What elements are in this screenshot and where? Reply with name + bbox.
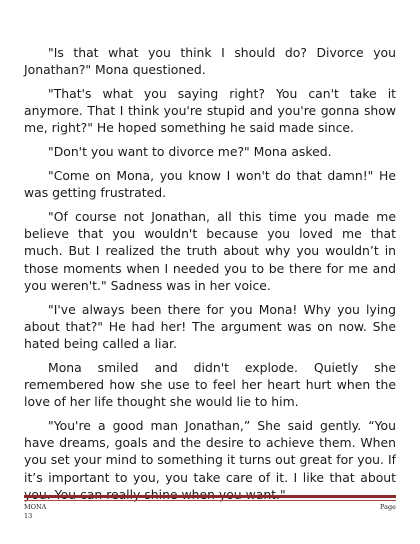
paragraph: "You're a good man Jonathan,” She said gently. “You have dreams, goals and the desire to achieve them. When you set your mind to something it turns out great for you. If it’s important to you, you take care of it. I like that about	[24, 418, 396, 485]
paragraph: "Come on Mona, you know I won't do that damn!" He was getting frustrated.	[24, 168, 396, 201]
footer-left	[24, 503, 46, 521]
paragraph: "Is that what you think I should do? Divorce you Jonathan?" Mona questioned.	[24, 45, 396, 78]
footer-page-label: Page	[380, 503, 396, 511]
footer-title: MONA	[24, 503, 47, 511]
paragraph: Mona smiled and didn't explode. Quietly she remembered how she use to feel her heart hurt when the love of her life thought she would lie to him.	[24, 359, 396, 410]
paragraph: "Don't you want to divorce me?" Mona asked.	[48, 144, 332, 160]
paragraph: "I've always been there for you Mona! Why you lying about that?" He had her! The argument was on now. She hated being called a liar.	[24, 301, 396, 352]
paragraph: "That's what you saying right? You can't take it anymore. That I think you're stupid and you're gonna show me, right?" He hoped something he said made since.	[24, 86, 396, 136]
body-text	[24, 44, 396, 510]
footer-divider-thin	[24, 500, 396, 501]
page-number: 13	[24, 512, 33, 520]
footer-divider-thick	[24, 495, 396, 498]
paragraph: "Of course not Jonathan, all this time you made me believe that you wouldn't because you loved me that much. But I realized the truth about why you wouldn’t in those moments when I needed you to be there for me and you weren't." Sadness was in her voice.	[24, 209, 396, 293]
